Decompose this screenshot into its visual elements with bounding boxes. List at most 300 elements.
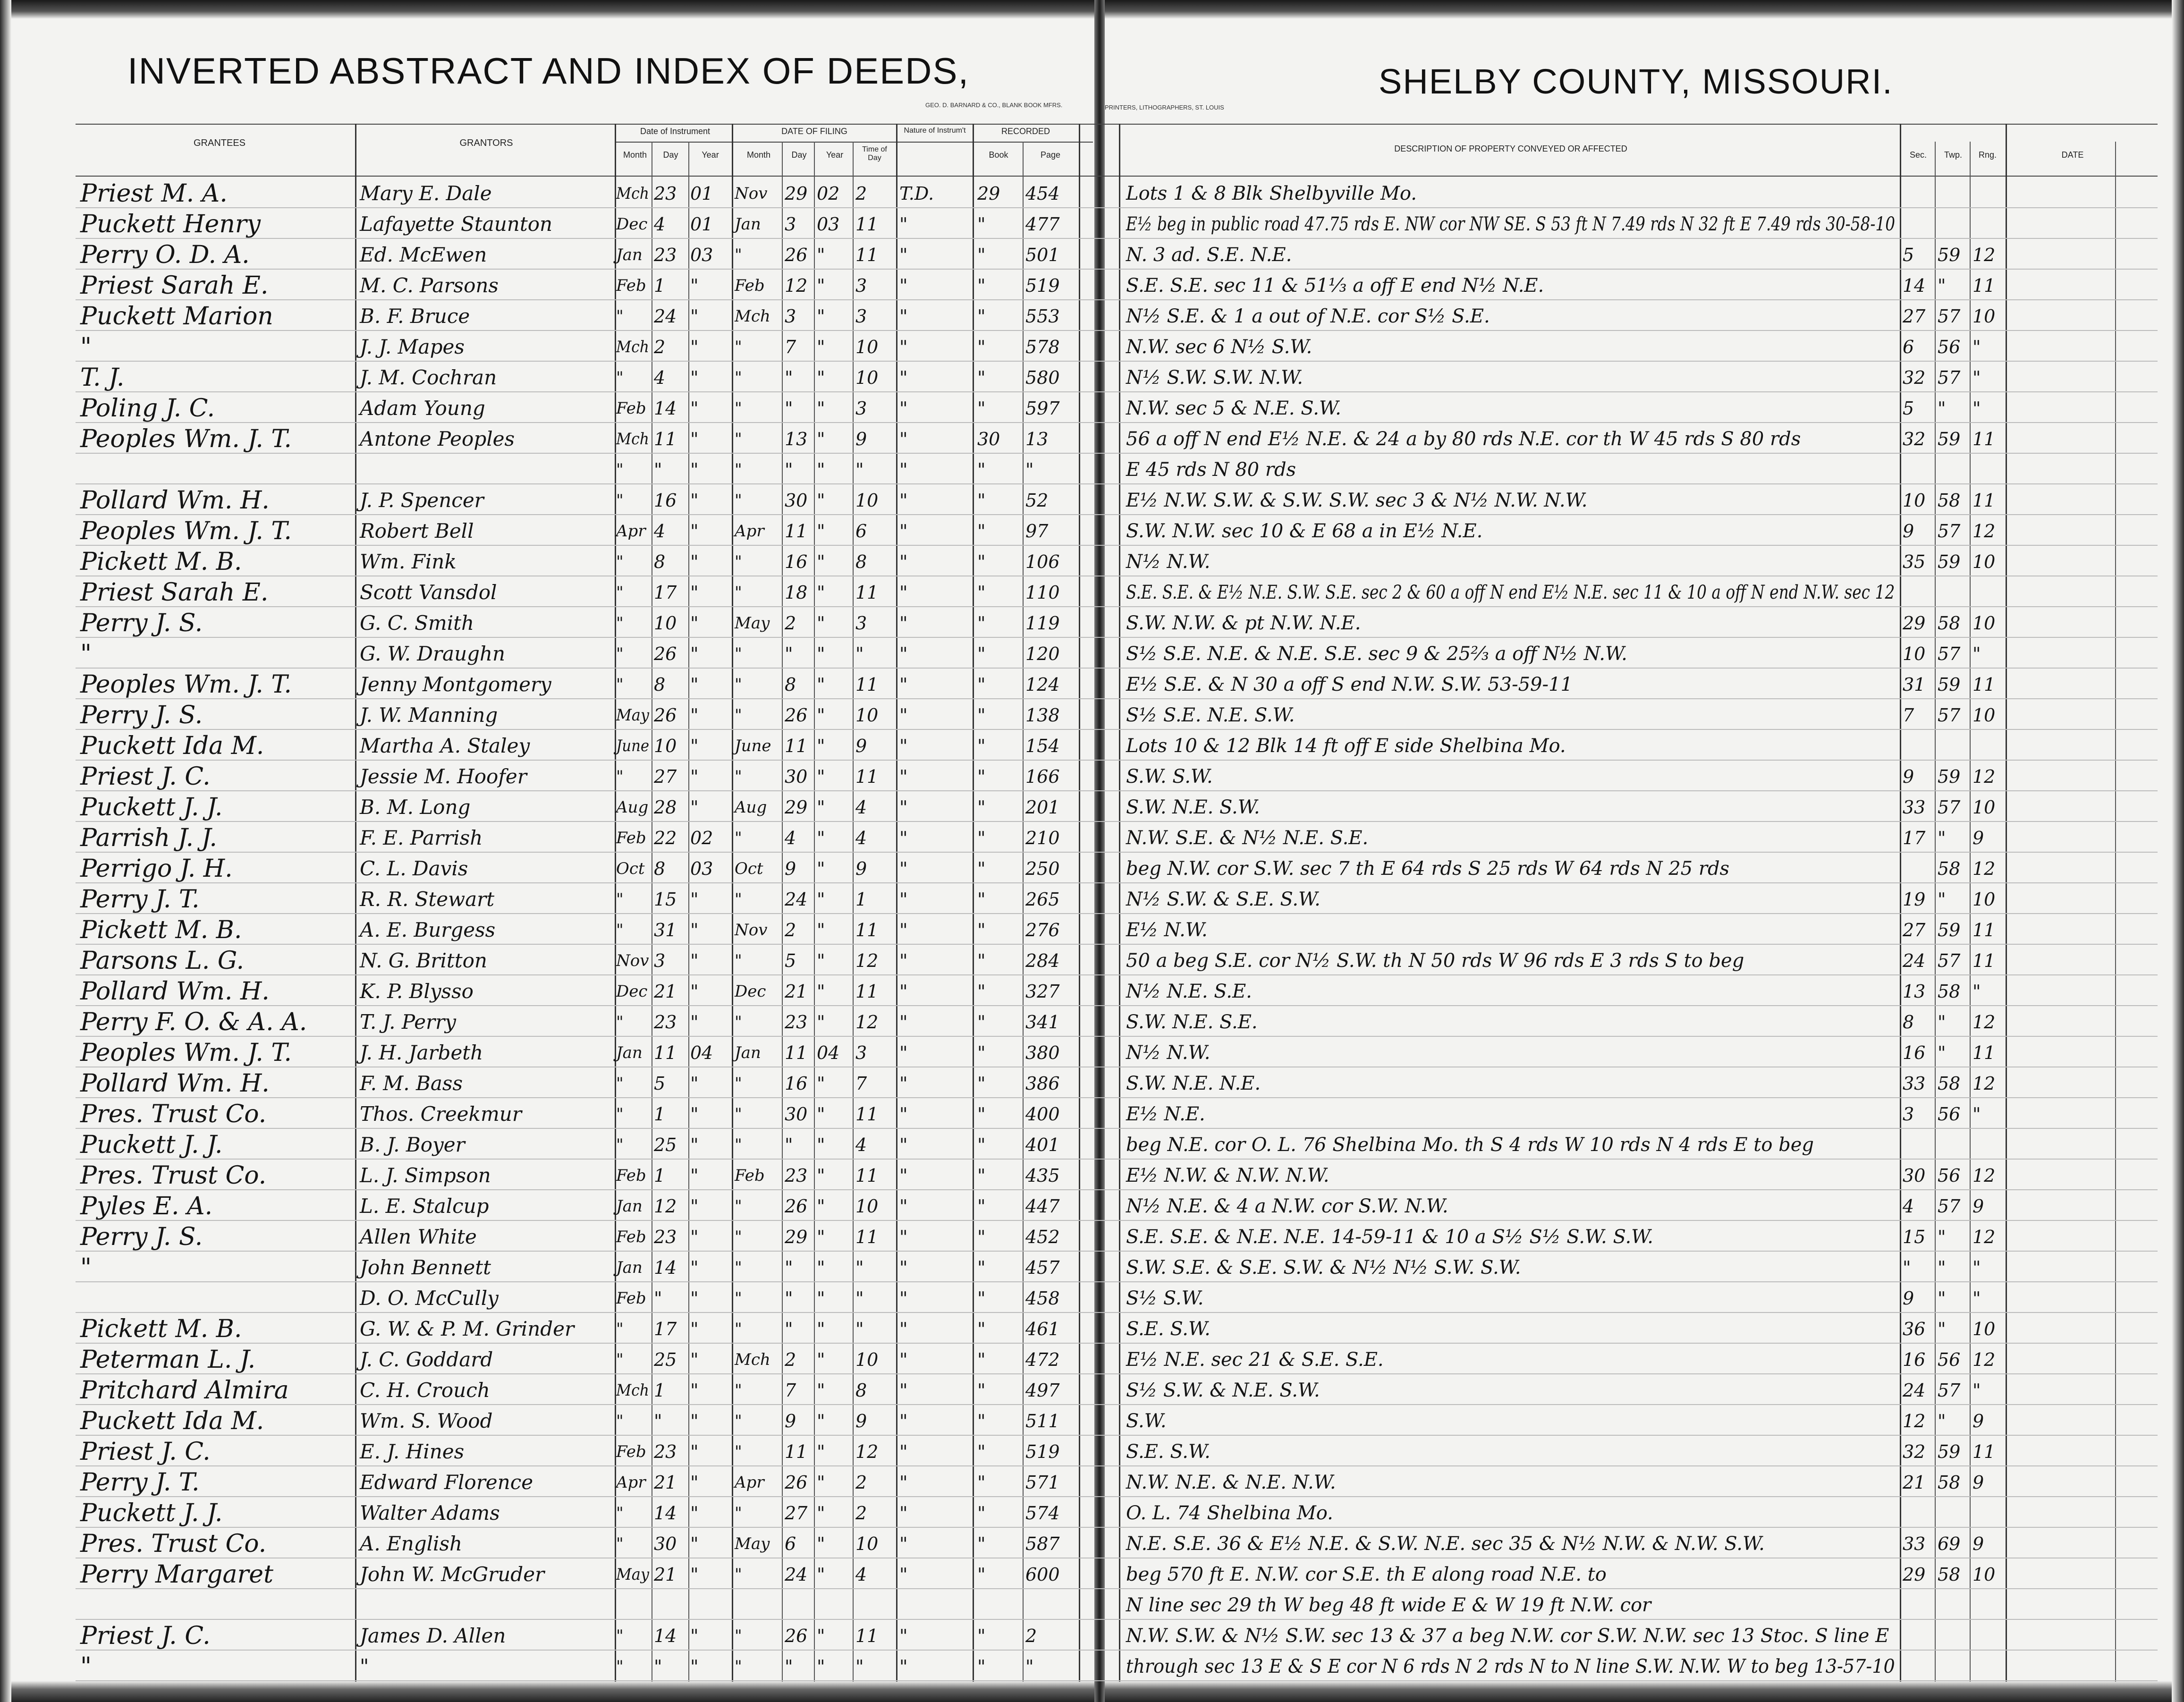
filing-year-cell: " — [817, 490, 825, 511]
inst-month-cell: " — [616, 368, 624, 387]
inst-month-cell: May — [616, 706, 649, 725]
time-of-day-cell: 12 — [855, 1441, 879, 1462]
filing-day-cell: 24 — [785, 1564, 808, 1585]
grantee-cell: Puckett Henry — [80, 210, 261, 238]
filing-year-cell: " — [817, 858, 825, 879]
page-cell: 574 — [1025, 1503, 1060, 1524]
book-cell: " — [977, 490, 986, 511]
twp-cell: " — [1938, 1257, 1946, 1278]
twp-cell: 69 — [1938, 1533, 1961, 1554]
inst-month-cell: " — [616, 1105, 624, 1124]
book-cell: " — [977, 1533, 986, 1554]
grantor-cell: John W. McGruder — [360, 1563, 545, 1586]
description-cell: E½ N.W. & N.W. N.W. — [1126, 1165, 1329, 1186]
book-cell: " — [977, 1472, 986, 1493]
nature-cell: " — [899, 429, 908, 449]
rng-cell: 9 — [1972, 828, 1984, 848]
book-cell: " — [977, 766, 986, 787]
description-cell: beg N.W. cor S.W. sec 7 th E 64 rds S 25 rds W 64 rds N 25 rds — [1126, 858, 1730, 880]
twp-cell: " — [1938, 828, 1946, 848]
rng-cell: 11 — [1972, 1042, 1996, 1063]
filing-day-cell: 30 — [785, 490, 808, 511]
filing-month-cell: " — [735, 1013, 742, 1032]
rng-cell: 10 — [1972, 797, 1996, 818]
rng-cell: 10 — [1972, 613, 1996, 634]
inst-day-cell: 21 — [654, 981, 677, 1002]
inst-day-cell: 17 — [654, 582, 677, 603]
page-cell: 210 — [1025, 828, 1060, 848]
book-cell: " — [977, 1135, 986, 1155]
inst-month-cell: " — [616, 1074, 624, 1093]
book-cell: " — [977, 674, 986, 695]
twp-cell: 58 — [1938, 613, 1961, 634]
inst-month-cell: " — [616, 1013, 624, 1032]
filing-month-cell: " — [735, 491, 742, 510]
page-cell: 435 — [1025, 1165, 1060, 1186]
time-of-day-cell: 12 — [855, 1012, 879, 1033]
nature-cell: " — [899, 1012, 908, 1033]
twp-cell: 58 — [1938, 490, 1961, 511]
page-cell: 452 — [1025, 1227, 1060, 1247]
rng-cell: 12 — [1972, 1165, 1996, 1186]
nature-cell: " — [899, 1196, 908, 1217]
filing-day-cell: 2 — [785, 613, 796, 634]
inst-day-cell: " — [654, 459, 662, 480]
time-of-day-cell: 8 — [855, 1380, 867, 1401]
sec-cell: 19 — [1903, 889, 1926, 910]
inst-month-cell: Nov — [616, 951, 649, 970]
filing-year-cell: " — [817, 1441, 825, 1462]
rng-cell: " — [1972, 644, 1981, 664]
grantor-cell: R. R. Stewart — [360, 888, 495, 911]
filing-day-cell: 8 — [785, 674, 796, 695]
filing-month-cell: " — [735, 430, 742, 449]
nature-cell: " — [899, 398, 908, 419]
inst-month-cell: " — [616, 307, 624, 326]
description-cell: N.W. S.E. & N½ N.E. S.E. — [1126, 827, 1369, 849]
description-cell: N½ N.W. — [1126, 551, 1211, 573]
rng-cell: 9 — [1972, 1411, 1984, 1431]
grantee-cell: Perry F. O. & A. A. — [80, 1008, 307, 1036]
nature-cell: " — [899, 981, 908, 1002]
time-of-day-cell: 6 — [855, 521, 867, 542]
description-cell: S½ S.E. N.E. S.W. — [1126, 704, 1295, 726]
sec-cell: 10 — [1903, 490, 1926, 511]
time-of-day-cell: 10 — [855, 705, 879, 726]
inst-year-cell: " — [690, 582, 699, 603]
filing-day-cell: 29 — [785, 183, 808, 204]
filing-month-cell: " — [735, 706, 742, 725]
time-of-day-cell: 11 — [855, 1227, 879, 1247]
page-cell: 587 — [1025, 1533, 1060, 1554]
col-rule — [688, 142, 689, 1682]
description-cell: N.W. N.E. & N.E. N.W. — [1126, 1472, 1336, 1493]
book-cell: " — [977, 214, 986, 235]
book-cell: " — [977, 521, 986, 542]
filing-month-cell: Apr — [735, 522, 764, 541]
filing-year-cell: " — [817, 736, 825, 756]
twp-cell: 59 — [1938, 551, 1961, 572]
inst-month-cell: " — [616, 921, 624, 940]
description-cell: N.W. sec 5 & N.E. S.W. — [1126, 398, 1341, 419]
grantee-cell: Peoples Wm. J. T. — [80, 517, 292, 545]
filing-year-cell: " — [817, 1319, 825, 1339]
col-header-fil-day: Day — [791, 150, 807, 160]
sec-cell: 30 — [1903, 1165, 1926, 1186]
time-of-day-cell: 2 — [855, 183, 867, 204]
filing-year-cell: " — [817, 551, 825, 572]
page-cell: " — [1025, 1656, 1034, 1677]
page-cell: 2 — [1025, 1626, 1037, 1646]
grantee-cell: Perry O. D. A. — [80, 241, 250, 269]
twp-cell: 56 — [1938, 337, 1961, 357]
grantor-cell: F. M. Bass — [360, 1072, 463, 1095]
filing-month-cell: " — [735, 246, 742, 264]
inst-day-cell: 25 — [654, 1135, 677, 1155]
time-of-day-cell: 9 — [855, 736, 867, 756]
filing-month-cell: " — [735, 951, 742, 970]
filing-month-cell: Nov — [735, 921, 768, 940]
inst-year-cell: 03 — [690, 858, 713, 879]
filing-year-cell: " — [817, 1411, 825, 1431]
inst-day-cell: 14 — [654, 1257, 677, 1278]
page-cell: 386 — [1025, 1073, 1060, 1094]
grantor-cell: K. P. Blysso — [360, 980, 474, 1003]
description-cell: S.E. S.W. — [1126, 1441, 1211, 1463]
time-of-day-cell: 10 — [855, 1533, 879, 1554]
time-of-day-cell: 4 — [855, 1135, 867, 1155]
time-of-day-cell: 9 — [855, 858, 867, 879]
inst-year-cell: " — [690, 1196, 699, 1217]
filing-month-cell: Jan — [735, 215, 761, 234]
twp-cell: 59 — [1938, 245, 1961, 265]
nature-cell: " — [899, 1042, 908, 1063]
grantee-cell: Priest Sarah E. — [80, 578, 269, 607]
page-cell: 327 — [1025, 981, 1060, 1002]
inst-year-cell: 02 — [690, 828, 713, 848]
inst-month-cell: Mch — [616, 430, 650, 449]
page-cell: 600 — [1025, 1564, 1060, 1585]
filing-month-cell: Feb — [735, 1166, 765, 1185]
book-cell: " — [977, 1288, 986, 1309]
nature-cell: " — [899, 858, 908, 879]
grantee-cell: Poling J. C. — [80, 394, 215, 423]
sec-cell: 6 — [1903, 337, 1914, 357]
inst-day-cell: 24 — [654, 306, 677, 327]
filing-day-cell: 9 — [785, 1411, 796, 1431]
page-cell: 553 — [1025, 306, 1060, 327]
book-cell: " — [977, 398, 986, 419]
filing-year-cell: " — [817, 674, 825, 695]
twp-cell: 59 — [1938, 429, 1961, 449]
page-cell: 265 — [1025, 889, 1060, 910]
page-cell: 519 — [1025, 1441, 1060, 1462]
sec-cell: 13 — [1903, 981, 1926, 1002]
filing-day-cell: 11 — [785, 1042, 808, 1063]
time-of-day-cell: 9 — [855, 429, 867, 449]
inst-month-cell: Dec — [616, 215, 648, 234]
filing-month-cell: " — [735, 1135, 742, 1154]
grantee-cell: T. J. — [80, 364, 125, 392]
filing-year-cell: " — [817, 889, 825, 910]
grantor-cell: John Bennett — [360, 1256, 491, 1279]
filing-year-cell: " — [817, 644, 825, 664]
inst-year-cell: " — [690, 981, 699, 1002]
inst-day-cell: 4 — [654, 521, 666, 542]
grantor-cell: Antone Peoples — [360, 427, 515, 450]
grantor-cell: C. H. Crouch — [360, 1379, 490, 1402]
time-of-day-cell: " — [855, 1257, 864, 1278]
description-cell: E½ beg in public road 47.75 rds E. NW cor NW SE. S 53 ft N 7.49 rds N 32 ft E 7.49 rds 30-58-10 — [1126, 213, 1896, 235]
time-of-day-cell: " — [855, 1288, 864, 1309]
rng-cell: 9 — [1972, 1196, 1984, 1217]
inst-month-cell: " — [616, 1504, 624, 1523]
book-cell: " — [977, 367, 986, 388]
inst-year-cell: " — [690, 1349, 699, 1370]
grantee-cell: Pres. Trust Co. — [80, 1530, 267, 1558]
col-rule — [355, 124, 356, 1682]
page-cell: 97 — [1025, 521, 1049, 542]
nature-cell: " — [899, 644, 908, 664]
inst-day-cell: 30 — [654, 1533, 677, 1554]
filing-month-cell: " — [735, 890, 742, 909]
inst-month-cell: " — [616, 583, 624, 602]
time-of-day-cell: 7 — [855, 1073, 867, 1094]
filing-year-cell: " — [817, 950, 825, 971]
book-cell: " — [977, 736, 986, 756]
inst-day-cell: 10 — [654, 613, 677, 634]
filing-day-cell: " — [785, 1656, 793, 1677]
nature-cell: " — [899, 1073, 908, 1094]
inst-year-cell: " — [690, 1073, 699, 1094]
nature-cell: " — [899, 674, 908, 695]
inst-day-cell: 31 — [654, 920, 677, 940]
col-rule — [1023, 142, 1024, 1682]
inst-month-cell: May — [616, 1565, 649, 1584]
col-rule — [1119, 124, 1120, 1682]
col-rule — [896, 124, 897, 1682]
grantor-cell: J. J. Mapes — [360, 335, 465, 358]
description-cell: S.W. N.W. sec 10 & E 68 a in E½ N.E. — [1126, 520, 1483, 542]
grantor-cell: James D. Allen — [360, 1624, 506, 1647]
book-cell: " — [977, 1196, 986, 1217]
filing-year-cell: " — [817, 521, 825, 542]
printer-imprint-right: PRINTERS, LITHOGRAPHERS, ST. LOUIS — [1105, 104, 1224, 111]
page-cell: 461 — [1025, 1319, 1060, 1339]
page-cell: 106 — [1025, 551, 1060, 572]
sec-cell: 33 — [1903, 1533, 1926, 1554]
col-rule — [814, 142, 815, 1682]
inst-year-cell: " — [690, 950, 699, 971]
description-cell: N.W. S.W. & N½ S.W. sec 13 & 37 a beg N.W. cor S.W. N.W. sec 13 Stoc. S line E — [1126, 1625, 1889, 1647]
inst-year-cell: " — [690, 889, 699, 910]
time-of-day-cell: 8 — [855, 551, 867, 572]
col-rule — [1079, 124, 1080, 1682]
rng-cell: " — [1972, 1288, 1981, 1309]
inst-year-cell: " — [690, 1135, 699, 1155]
inst-month-cell: " — [616, 1657, 624, 1676]
grantor-cell: J. H. Jarbeth — [360, 1041, 483, 1064]
header-mid-rule — [616, 142, 1093, 143]
filing-year-cell: " — [817, 398, 825, 419]
col-rule — [782, 142, 783, 1682]
book-cell: 30 — [977, 429, 1000, 449]
nature-cell: " — [899, 490, 908, 511]
twp-cell: 59 — [1938, 674, 1961, 695]
page-cell: 52 — [1025, 490, 1049, 511]
grantee-cell: Priest J. C. — [80, 1622, 211, 1650]
col-header-time-of-day: Time of Day — [862, 145, 887, 162]
filing-month-cell: Aug — [735, 798, 767, 817]
rng-cell: " — [1972, 367, 1981, 388]
description-cell: S½ S.W. & N.E. S.W. — [1126, 1380, 1320, 1401]
inst-month-cell: Feb — [616, 399, 646, 418]
filing-day-cell: 23 — [785, 1165, 808, 1186]
filing-year-cell: " — [817, 1533, 825, 1554]
grantee-cell: Pres. Trust Co. — [80, 1161, 267, 1190]
inst-day-cell: 14 — [654, 398, 677, 419]
twp-cell: 57 — [1938, 306, 1961, 327]
book-cell: " — [977, 920, 986, 940]
page-cell: 477 — [1025, 214, 1060, 235]
filing-month-cell: June — [735, 737, 771, 755]
filing-year-cell: " — [817, 797, 825, 818]
filing-month-cell: " — [735, 460, 742, 479]
grantor-cell: Jenny Montgomery — [360, 673, 551, 696]
inst-day-cell: 23 — [654, 1012, 677, 1033]
page-cell: 250 — [1025, 858, 1060, 879]
inst-day-cell: 14 — [654, 1503, 677, 1524]
page-cell: 154 — [1025, 736, 1060, 756]
filing-year-cell: " — [817, 1380, 825, 1401]
grantor-cell: Allen White — [360, 1225, 477, 1248]
description-cell: N½ N.W. — [1126, 1042, 1211, 1064]
printer-imprint-left: GEO. D. BARNARD & CO., BLANK BOOK MFRS. — [925, 102, 1063, 109]
rng-cell: 10 — [1972, 1564, 1996, 1585]
twp-cell: 57 — [1938, 705, 1961, 726]
col-header-twp: Twp. — [1944, 150, 1962, 160]
nature-cell: " — [899, 459, 908, 480]
sec-cell: 5 — [1903, 398, 1914, 419]
nature-cell: " — [899, 1165, 908, 1186]
col-header-grantors: GRANTORS — [459, 138, 513, 148]
inst-day-cell: " — [654, 1288, 662, 1309]
filing-year-cell: " — [817, 981, 825, 1002]
time-of-day-cell: 3 — [855, 1042, 867, 1063]
time-of-day-cell: 11 — [855, 1104, 879, 1125]
inst-month-cell: Jan — [616, 1197, 643, 1216]
book-cell: " — [977, 1319, 986, 1339]
page-cell: 501 — [1025, 245, 1060, 265]
nature-cell: " — [899, 1349, 908, 1370]
filing-year-cell: 03 — [817, 214, 840, 235]
inst-year-cell: " — [690, 398, 699, 419]
filing-year-cell: " — [817, 1196, 825, 1217]
page-edge-bottom — [0, 1681, 2184, 1702]
grantor-cell: N. G. Britton — [360, 949, 487, 972]
grantee-cell: Peoples Wm. J. T. — [80, 1039, 292, 1067]
inst-year-cell: " — [690, 275, 699, 296]
nature-cell: " — [899, 1564, 908, 1585]
filing-year-cell: " — [817, 1503, 825, 1524]
nature-cell: " — [899, 1319, 908, 1339]
description-cell: beg 570 ft E. N.W. cor S.E. th E along road N.E. to — [1126, 1564, 1607, 1585]
book-gutter — [1094, 0, 1105, 1702]
sec-cell: 14 — [1903, 275, 1926, 296]
page-cell: 458 — [1025, 1288, 1060, 1309]
inst-year-cell: " — [690, 613, 699, 634]
nature-cell: " — [899, 275, 908, 296]
inst-day-cell: 27 — [654, 766, 677, 787]
filing-month-cell: Mch — [735, 1350, 770, 1369]
inst-day-cell: 8 — [654, 551, 666, 572]
grantee-cell: Perry J. S. — [80, 701, 203, 729]
page-cell: 401 — [1025, 1135, 1060, 1155]
grantor-cell: E. J. Hines — [360, 1440, 465, 1463]
sec-cell: 31 — [1903, 674, 1926, 695]
col-header-recorded: RECORDED — [1001, 127, 1050, 136]
filing-day-cell: 27 — [785, 1503, 808, 1524]
grantee-cell: Perry J. T. — [80, 885, 200, 914]
nature-cell: " — [899, 245, 908, 265]
filing-year-cell: " — [817, 920, 825, 940]
rng-cell: " — [1972, 1104, 1981, 1125]
sec-cell: 24 — [1903, 950, 1926, 971]
inst-year-cell: " — [690, 920, 699, 940]
page-cell: 124 — [1025, 674, 1060, 695]
twp-cell: 56 — [1938, 1104, 1961, 1125]
inst-day-cell: 4 — [654, 214, 666, 235]
filing-day-cell: 2 — [785, 920, 796, 940]
filing-day-cell: " — [785, 1257, 793, 1278]
grantee-cell: Perry J. S. — [80, 609, 203, 637]
inst-month-cell: Mch — [616, 338, 650, 356]
grantee-cell: Peterman L. J. — [80, 1346, 256, 1374]
grantor-cell: F. E. Parrish — [360, 826, 483, 849]
sec-cell: 12 — [1903, 1411, 1926, 1431]
twp-cell: " — [1938, 1319, 1946, 1339]
inst-year-cell: " — [690, 705, 699, 726]
filing-day-cell: 29 — [785, 797, 808, 818]
grantor-cell: J. P. Spencer — [360, 489, 484, 512]
inst-month-cell: " — [616, 1320, 624, 1338]
inst-month-cell: " — [616, 1350, 624, 1369]
twp-cell: 57 — [1938, 797, 1961, 818]
time-of-day-cell: 10 — [855, 490, 879, 511]
grantee-cell: Perry J. T. — [80, 1468, 200, 1497]
filing-year-cell: " — [817, 705, 825, 726]
filing-month-cell: May — [735, 614, 770, 633]
sec-cell: 16 — [1903, 1349, 1926, 1370]
book-cell: " — [977, 613, 986, 634]
col-rule — [973, 124, 974, 1682]
rng-cell: 12 — [1972, 766, 1996, 787]
inst-year-cell: " — [690, 736, 699, 756]
rng-cell: " — [1972, 981, 1981, 1002]
col-header-page: Page — [1040, 150, 1061, 160]
description-cell: S.W. S.W. — [1126, 766, 1213, 787]
inst-day-cell: 21 — [654, 1564, 677, 1585]
filing-month-cell: " — [735, 829, 742, 847]
col-rule — [1935, 142, 1936, 1682]
grantor-cell: Scott Vansdol — [360, 581, 497, 604]
grantor-cell: A. English — [360, 1532, 463, 1555]
book-cell: " — [977, 1227, 986, 1247]
book-cell: " — [977, 1626, 986, 1646]
inst-month-cell: Feb — [616, 1289, 646, 1308]
grantee-cell: Peoples Wm. J. T. — [80, 670, 292, 699]
page-cell: 497 — [1025, 1380, 1060, 1401]
